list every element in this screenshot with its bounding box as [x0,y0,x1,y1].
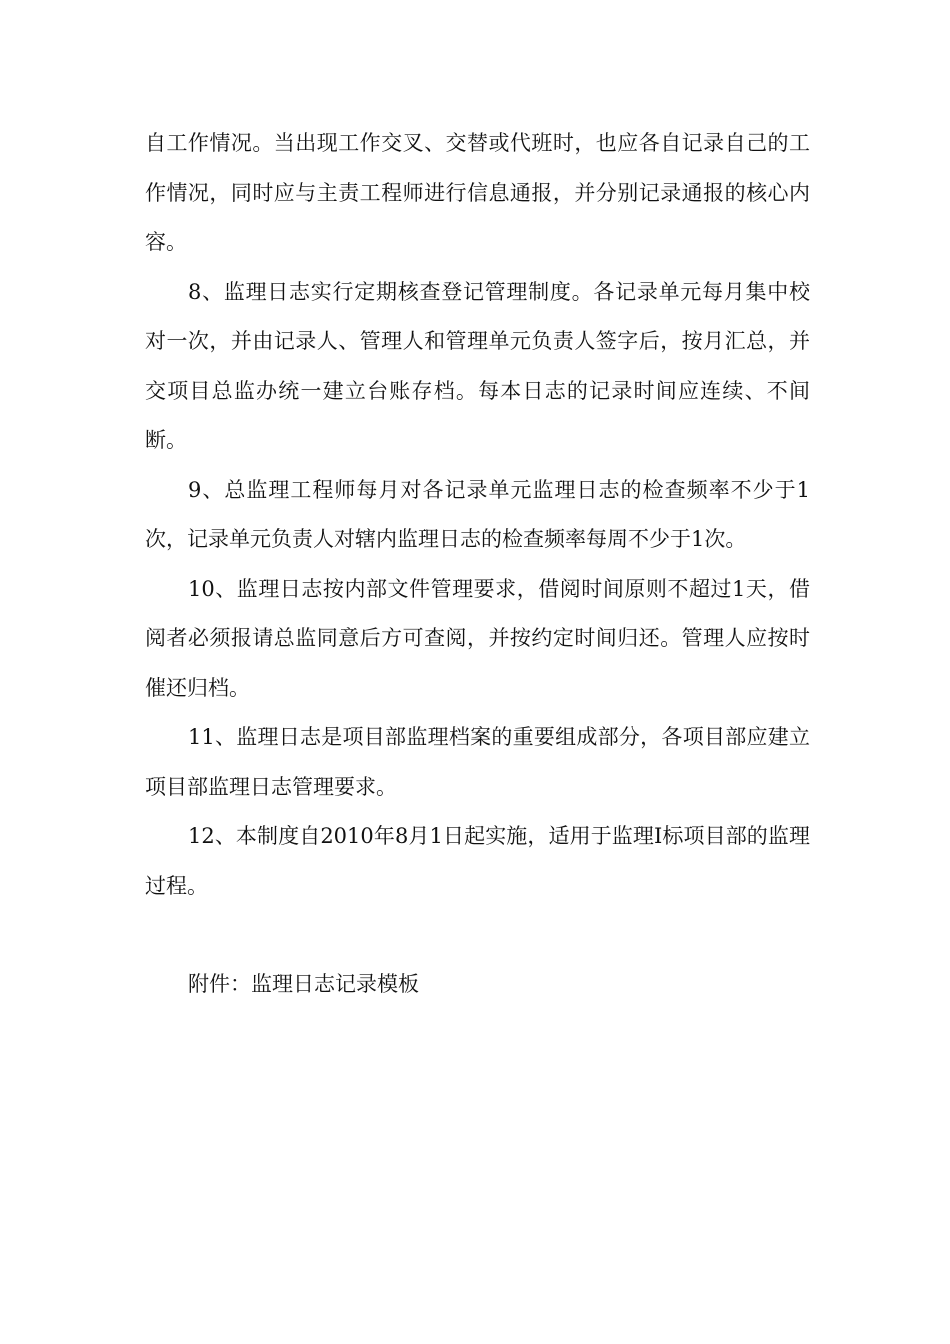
document-body [145,119,810,1010]
paragraph-item-11: 11、监理日志是项目部监理档案的重要组成部分，各项目部应建立项目部监理日志管理要求。 [145,725,810,799]
attachment-note: 附件：监理日志记录模板 [188,972,419,996]
paragraph-continuation: 自工作情况。当出现工作交叉、交替或代班时，也应各自记录自己的工作情况，同时应与主责工程师进行信息通报，并分别记录通报的核心内容。 [145,131,810,254]
paragraph-item-9: 9、总监理工程师每月对各记录单元监理日志的检查频率不少于1次，记录单元负责人对辖内监理日志的检查频率每周不少于1次。 [145,477,810,551]
paragraph-item-12: 12、本制度自2010年8月1日起实施，适用于监理Ⅰ标项目部的监理过程。 [145,824,810,898]
paragraph-item-8: 8、监理日志实行定期核查登记管理制度。各记录单元每月集中校对一次，并由记录人、管理人和管理单元负责人签字后，按月汇总，并交项目总监办统一建立台账存档。每本日志的记录时间应连续、不间断。 [145,279,810,452]
paragraph-item-10: 10、监理日志按内部文件管理要求，借阅时间原则不超过1天，借阅者必须报请总监同意后方可查阅，并按约定时间归还。管理人应按时催还归档。 [145,576,810,700]
